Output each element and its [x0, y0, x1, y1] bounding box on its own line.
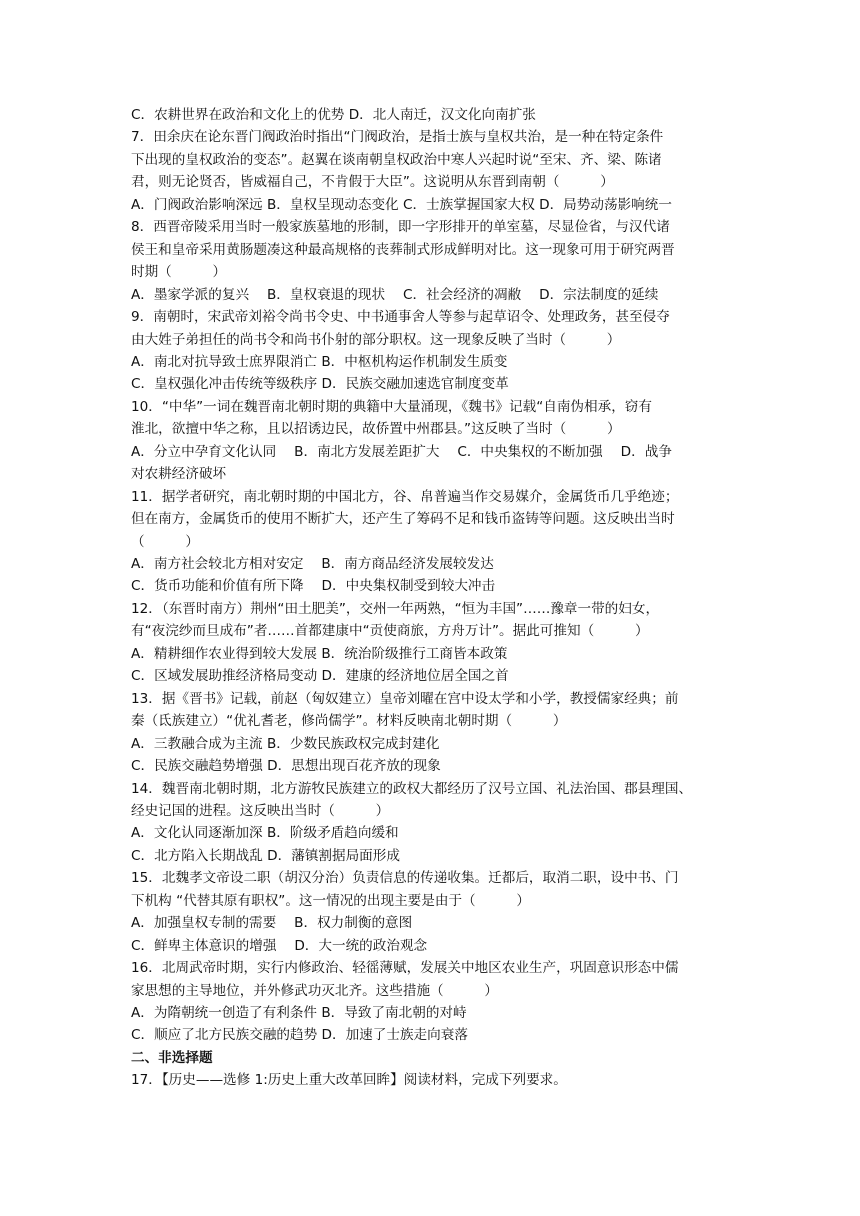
- text-line: 侯王和皇帝采用黄肠题凑这种最高规格的丧葬制式形成鲜明对比。这一现象可用于研究两晋: [131, 241, 675, 258]
- text-line: C．皇权强化冲击传统等级秩序 D．民族交融加速选官制度变革: [131, 376, 509, 393]
- text-line: A．墨家学派的复兴 B．皇权衰退的现状 C．社会经济的凋敝 D．宗法制度的延续: [131, 286, 659, 303]
- text-line: C．民族交融趋势增强 D．思想出现百花齐放的现象: [131, 758, 441, 775]
- text-line: 经史记国的进程。这反映出当时（ ）: [131, 802, 390, 819]
- text-line: 7．田余庆在论东晋门阀政治时指出“门阀政治，是指士族与皇权共治，是一种在特定条件: [131, 129, 664, 146]
- text-line: 下机构 “代替其原有职权”。这一情况的出现主要是由于（ ）: [131, 892, 531, 909]
- text-line: C．鲜卑主体意识的增强 D．大一统的政治观念: [131, 937, 428, 954]
- text-line: 对农耕经济破坏: [131, 466, 227, 483]
- text-line: A．精耕细作农业得到较大发展 B．统治阶级推行工商皆本政策: [131, 645, 508, 662]
- text-line: 家思想的主导地位，并外修武功灭北齐。这些措施（ ）: [131, 982, 499, 999]
- text-line: C．农耕世界在政治和文化上的优势 D．北人南迁，汉文化向南扩张: [131, 107, 536, 123]
- text-line: 有“夜浣纱而旦成布”者……首都建康中“贡使商旅，方舟万计”。据此可推知（ ）: [131, 623, 649, 640]
- text-line: 8．西晋帝陵采用当时一般家族墓地的形制，即一字形排开的单室墓，尽显俭省，与汉代诸: [131, 219, 670, 236]
- text-line: 16．北周武帝时期，实行内修政治、轻徭薄赋，发展关中地区农业生产，巩固意识形态中儒: [131, 960, 679, 977]
- text-line: 11．据学者研究，南北朝时期的中国北方，谷、帛普遍当作交易媒介，金属货币几乎绝迹；: [131, 488, 679, 505]
- section-heading: 二、非选择题: [131, 1049, 213, 1066]
- text-line: C．顺应了北方民族交融的趋势 D．加速了士族走向衰落: [131, 1027, 468, 1044]
- text-line: 9．南朝时，宋武帝刘裕令尚书令史、中书通事舍人等参与起草诏令、处理政务，甚至侵夺: [131, 309, 670, 326]
- text-line: A．分立中孕育文化认同 B．南北方发展差距扩大 C．中央集权的不断加强 D．战争: [131, 443, 672, 460]
- text-line: （ ）: [131, 533, 199, 550]
- text-line: C．区域发展助推经济格局变动 D．建康的经济地位居全国之首: [131, 668, 509, 685]
- text-line: 淮北，欲擅中华之称，且以招诱边民，故侨置中州郡县。”这反映了当时（ ）: [131, 421, 621, 438]
- text-line: C．北方陷入长期战乱 D．藩镇割据局面形成: [131, 847, 400, 864]
- text-line: A．门阀政治影响深远 B．皇权呈现动态变化 C．士族掌握国家大权 D．局势动荡影响统一: [131, 196, 672, 213]
- text-line: A．为隋朝统一创造了有利条件 B．导致了南北朝的对峙: [131, 1005, 467, 1021]
- text-line: 13．据《晋书》记载，前赵（匈奴建立）皇帝刘曜在宫中设太学和小学，教授儒家经典；前: [131, 690, 679, 707]
- text-line: 14．魏晋南北朝时期，北方游牧民族建立的政权大都经历了汉号立国、礼法治国、郡县理国、: [131, 780, 693, 797]
- text-line: A．南方社会较北方相对安定 B．南方商品经济发展较发达: [131, 556, 494, 572]
- text-line: 但在南方，金属货币的使用不断扩大，还产生了筹码不足和钱币盗铸等问题。这反映出当时: [131, 511, 675, 528]
- text-line: A．南北对抗导致士庶界限消亡 B．中枢机构运作机制发生质变: [131, 353, 508, 370]
- text-line: 10．“中华”一词在魏晋南北朝时期的典籍中大量涌现，《魏书》记载“自南伪相承，窃有: [131, 398, 652, 415]
- text-line: 秦（氐族建立）“优礼耆老，修尚儒学”。材料反映南北朝时期（ ）: [131, 713, 567, 730]
- text-line: 时期（ ）: [131, 264, 227, 281]
- text-line: 下出现的皇权政治的变态”。赵翼在谈南朝皇权政治中寒人兴起时说“至宋、齐、梁、陈诸: [131, 151, 662, 168]
- text-line: A．文化认同逐渐加深 B．阶级矛盾趋向缓和: [131, 825, 399, 842]
- text-line: 君，则无论贤否，皆威福自己，不肯假于大臣”。这说明从东晋到南朝（ ）: [131, 174, 614, 191]
- text-line: 12．（东晋时南方）荆州“田土肥美”，交州一年两熟，“恒为丰国”……豫章一带的妇女，: [131, 600, 660, 617]
- text-line: 由大姓子弟担任的尚书令和尚书仆射的部分职权。这一现象反映了当时（ ）: [131, 331, 621, 348]
- text-line: 17．【历史——选修 1:历史上重大改革回眸】阅读材料，完成下列要求。: [131, 1072, 567, 1089]
- text-line: C．货币功能和价值有所下降 D．中央集权制受到较大冲击: [131, 578, 496, 595]
- text-line: A．加强皇权专制的需要 B．权力制衡的意图: [131, 915, 413, 932]
- text-line: 15．北魏孝文帝设二职（胡汉分治）负责信息的传递收集。迁都后，取消二职，设中书、门: [131, 870, 679, 887]
- text-line: A．三教融合成为主流 B．少数民族政权完成封建化: [131, 735, 440, 752]
